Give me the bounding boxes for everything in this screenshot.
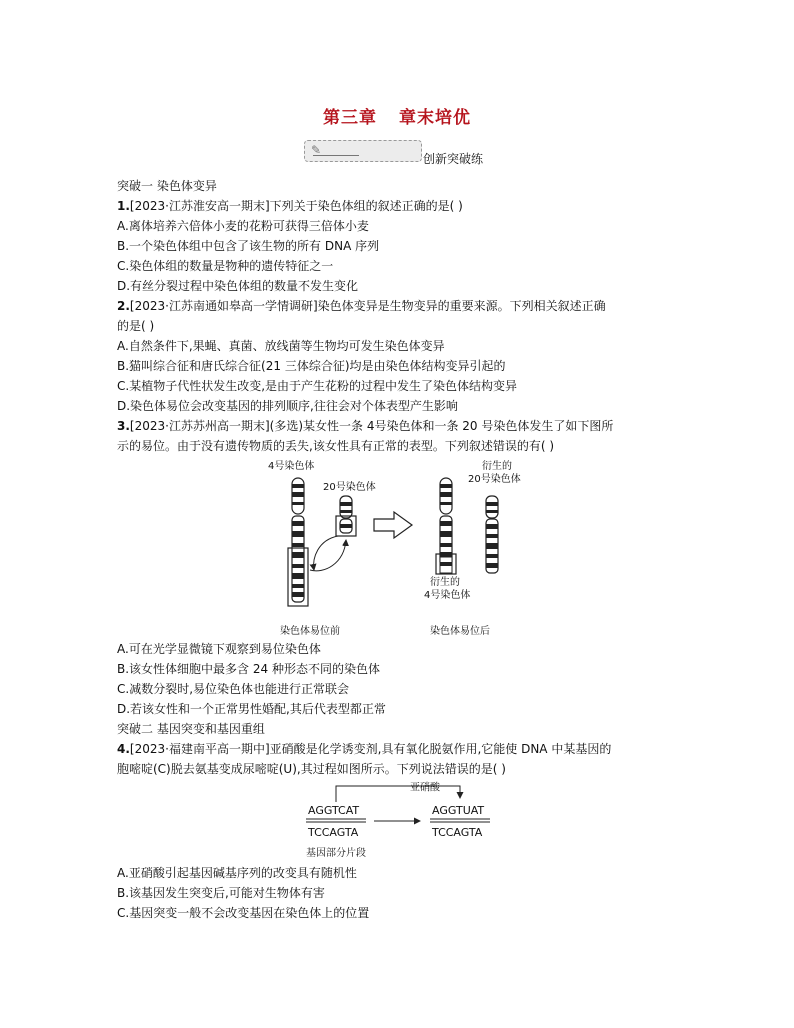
strand-top-before: AGGTCAT <box>308 804 360 817</box>
label-derived20-line1: 衍生的 <box>482 461 512 472</box>
strand-bottom-after: TCCAGTA <box>432 826 483 839</box>
banner-label: 创新突破练 <box>423 152 484 166</box>
option-b: B.一个染色体组中包含了该生物的所有 DNA 序列 <box>117 239 380 253</box>
label-derived20-line2: 20号染色体 <box>468 474 521 485</box>
question-2-stem-cont: 的是( ) <box>117 319 155 333</box>
option-c: C.染色体组的数量是物种的遗传特征之一 <box>117 259 334 273</box>
question-4-stem <box>117 742 611 756</box>
chapter-title: 章末培优 <box>399 108 471 128</box>
derived-chromosome-4 <box>436 478 456 574</box>
figure-caption: 基因部分片段 <box>306 848 366 859</box>
option-d: D.染色体易位会改变基因的排列顺序,往往会对个体表型产生影响 <box>117 399 458 413</box>
section-banner <box>304 140 422 162</box>
option-c: C.减数分裂时,易位染色体也能进行正常联会 <box>117 682 350 696</box>
banner-underline <box>313 155 359 156</box>
translocation-figure <box>260 458 550 644</box>
question-number: 3. <box>117 419 130 433</box>
derived-chromosome-20 <box>486 496 498 573</box>
option-a: A.离体培养六倍体小麦的花粉可获得三倍体小麦 <box>117 219 369 233</box>
section-heading-1: 突破一 染色体变异 <box>117 179 217 193</box>
chromosome-20 <box>336 496 356 536</box>
caption-after: 染色体易位后 <box>430 626 490 637</box>
question-1-stem <box>117 199 463 213</box>
label-derived4-line2: 4号染色体 <box>424 590 471 601</box>
option-c: C.某植物子代性状发生改变,是由于产生花粉的过程中发生了染色体结构变异 <box>117 379 518 393</box>
caption-before: 染色体易位前 <box>280 626 340 637</box>
strand-bottom-before: TCCAGTA <box>308 826 359 839</box>
question-number: 4. <box>117 742 130 756</box>
option-a: A.可在光学显微镜下观察到易位染色体 <box>117 642 321 656</box>
strand-top-after: AGGTUAT <box>432 804 485 817</box>
swap-arrow-down <box>314 536 338 570</box>
label-derived4-line1: 衍生的 <box>430 577 460 588</box>
label-chr4: 4号染色体 <box>268 461 315 472</box>
pencil-icon: ✎ <box>311 143 322 157</box>
question-number: 2. <box>117 299 130 313</box>
question-text: [2023·江苏淮安高一期末]下列关于染色体组的叙述正确的是( ) <box>129 199 463 213</box>
question-text: [2023·福建南平高一期中]亚硝酸是化学诱变剂,具有氧化脱氨作用,它能使 DNA 中某基因的 <box>129 742 612 756</box>
reaction-bracket-arrow <box>336 786 460 802</box>
option-a: A.亚硝酸引起基因碱基序列的改变具有随机性 <box>117 866 357 880</box>
label-nitrous-acid: 亚硝酸 <box>410 782 440 794</box>
question-text: [2023·江苏南通如皋高一学情调研]染色体变异是生物变异的重要来源。下列相关叙述正确 <box>129 299 606 313</box>
question-3-stem <box>117 419 613 433</box>
option-d: D.若该女性和一个正常男性婚配,其后代表型都正常 <box>117 702 386 716</box>
question-3-stem-cont: 示的易位。由于没有遗传物质的丢失,该女性具有正常的表型。下列叙述错误的有( ) <box>117 439 554 453</box>
question-4-stem-cont: 胞嘧啶(C)脱去氨基变成尿嘧啶(U),其过程如图所示。下列说法错误的是( ) <box>117 762 506 776</box>
section-heading-2: 突破二 基因突变和基因重组 <box>117 722 265 736</box>
label-chr20: 20号染色体 <box>323 482 376 493</box>
question-text: [2023·江苏苏州高一期末](多选)某女性一条 4号染色体和一条 20 号染色体发生了如下图所 <box>129 419 614 433</box>
option-d: D.有丝分裂过程中染色体组的数量不发生变化 <box>117 279 359 293</box>
option-b: B.该女性体细胞中最多含 24 种形态不同的染色体 <box>117 662 380 676</box>
page-title <box>0 103 794 128</box>
option-b: B.该基因发生突变后,可能对生物体有害 <box>117 886 325 900</box>
question-number: 1. <box>117 199 130 213</box>
dna-mutation-figure <box>300 780 500 862</box>
chromosome-4 <box>288 478 308 606</box>
question-2-stem <box>117 299 606 313</box>
option-a: A.自然条件下,果蝇、真菌、放线菌等生物均可发生染色体变异 <box>117 339 445 353</box>
option-b: B.猫叫综合征和唐氏综合征(21 三体综合征)均是由染色体结构变异引起的 <box>117 359 506 373</box>
chapter-label: 第三章 <box>323 108 377 128</box>
option-c: C.基因突变一般不会改变基因在染色体上的位置 <box>117 906 370 920</box>
transition-arrow-icon <box>374 512 412 538</box>
